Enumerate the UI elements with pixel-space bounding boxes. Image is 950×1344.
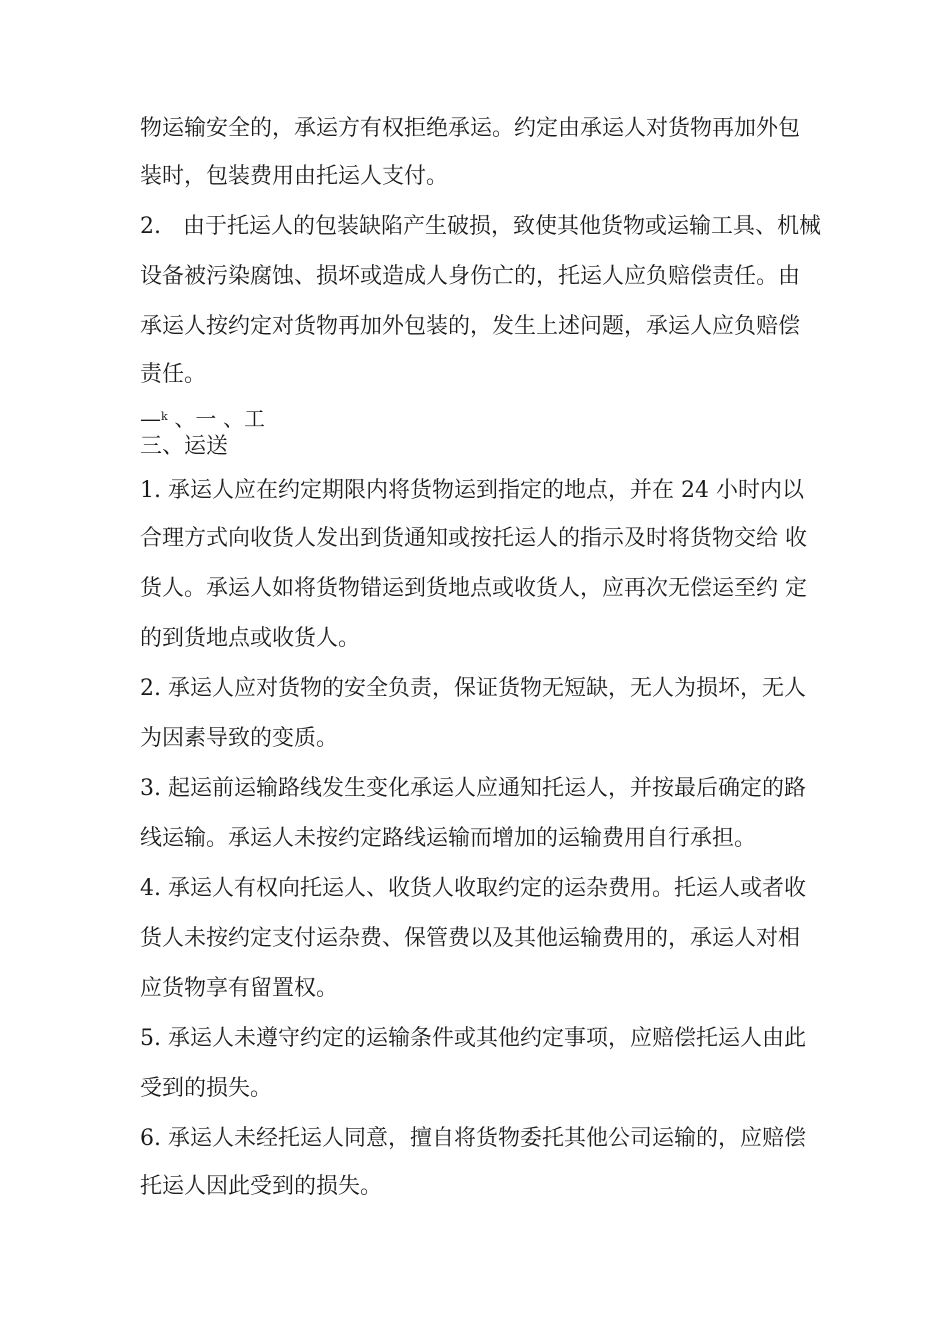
text-line: 承运人按约定对货物再加外包装的，发生上述问题，承运人应负赔偿: [140, 314, 801, 339]
text-line: 1. 承运人应在约定期限内将货物运到指定的地点，并在 24 小时内以: [140, 478, 804, 503]
text-line: 装时，包装费用由托运人支付。: [140, 164, 449, 189]
text-line: 为因素导致的变质。: [140, 726, 339, 751]
text-line: 2. 承运人应对货物的安全负责，保证货物无短缺，无人为损坏，无人: [140, 676, 806, 701]
artifact-rest: 、一 、工: [167, 407, 266, 431]
text-line: 5. 承运人未遵守约定的运输条件或其他约定事项，应赔偿托运人由此: [140, 1026, 806, 1051]
artifact-dash: —: [140, 407, 161, 431]
text-line: 物运输安全的，承运方有权拒绝承运。约定由承运人对货物再加外包: [140, 116, 801, 141]
artifact-superscript: k: [161, 410, 168, 423]
text-line: 6. 承运人未经托运人同意，擅自将货物委托其他公司运输的，应赔偿: [140, 1126, 806, 1151]
text-line: 货人。承运人如将货物错运到货地点或收货人，应再次无偿运至约 定: [140, 576, 807, 601]
text-line: 受到的损失。: [140, 1076, 273, 1101]
text-line: 货人未按约定支付运杂费、保管费以及其他运输费用的，承运人对相: [140, 926, 801, 951]
text-line: 2. 由于托运人的包装缺陷产生破损，致使其他货物或运输工具、机械: [140, 214, 821, 239]
text-line: 合理方式向收货人发出到货通知或按托运人的指示及时将货物交给 收: [140, 526, 807, 551]
text-line: 线运输。承运人未按约定路线运输而增加的运输费用自行承担。: [140, 826, 757, 851]
text-line: 应货物享有留置权。: [140, 976, 339, 1001]
text-line: 责任。: [140, 362, 207, 387]
text-line: 托运人因此受到的损失。: [140, 1174, 383, 1199]
text-line: 的到货地点或收货人。: [140, 626, 361, 651]
text-line: 设备被污染腐蚀、损坏或造成人身伤亡的，托运人应负赔偿责任。由: [140, 264, 801, 289]
text-line: 4. 承运人有权向托运人、收货人收取约定的运杂费用。托运人或者收: [140, 876, 806, 901]
text-line: 3. 起运前运输路线发生变化承运人应通知托运人，并按最后确定的路: [140, 776, 806, 801]
ocr-artifact-line: [140, 404, 840, 434]
section-heading: 三、运送: [140, 434, 229, 459]
